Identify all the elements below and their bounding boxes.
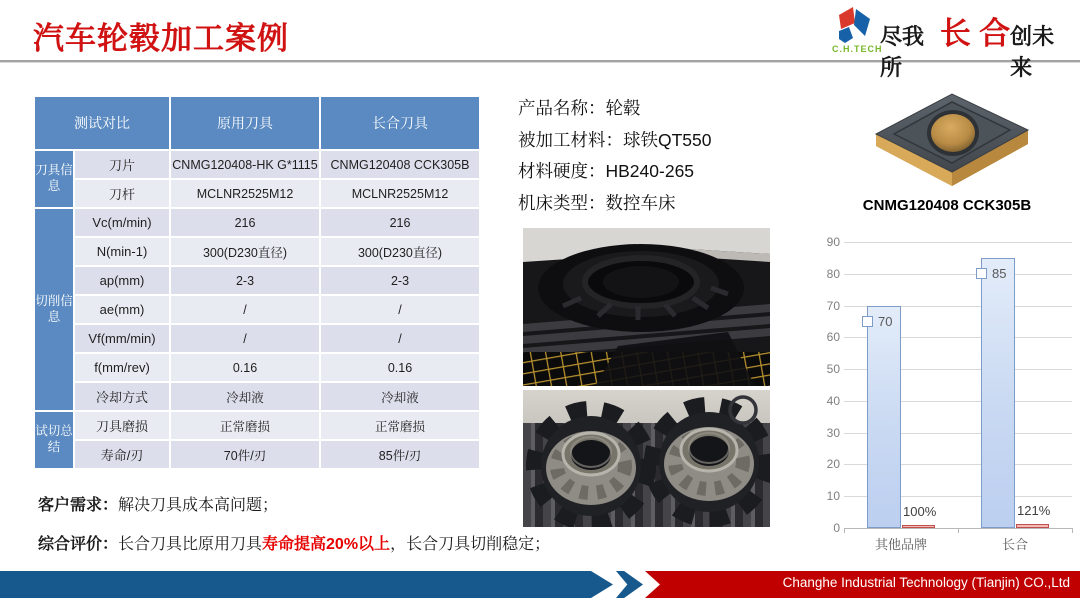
footer-blue-bar	[0, 571, 613, 598]
table-row	[35, 180, 479, 207]
chart-axis-tick	[844, 528, 845, 533]
table-cell: 寿命/刃	[75, 441, 169, 468]
table-cell: 85件/刃	[321, 441, 479, 468]
info-line: 产品名称：轮毂	[518, 98, 641, 118]
table-cell: 正常磨损	[171, 412, 319, 439]
table-cell: 0.16	[171, 354, 319, 381]
chart-percent-label: 100%	[903, 503, 937, 519]
table-cell: /	[321, 325, 479, 352]
insert-product-image	[860, 86, 1040, 192]
note-text: ，长合刀具切削稳定；	[390, 536, 551, 553]
table-row	[35, 267, 479, 294]
table-cell: 216	[171, 209, 319, 236]
comparison-table	[33, 95, 481, 470]
table-cell: 70件/刃	[171, 441, 319, 468]
table-cell: CNMG120408-HK G*1115	[171, 151, 319, 178]
table-row	[35, 325, 479, 352]
info-line: 机床类型：数控车床	[518, 192, 676, 213]
table-header-row	[35, 97, 479, 149]
chart-bar-label: 70	[862, 314, 892, 329]
chart-gridline	[844, 242, 1072, 243]
table-row	[35, 238, 479, 265]
table-row	[35, 412, 479, 439]
table-row	[35, 383, 479, 410]
table-header: 长合刀具	[321, 97, 479, 149]
slogan-part: 创未来	[1010, 24, 1055, 80]
table-group-label: 切削信息	[35, 209, 73, 410]
chart-ytick-label: 20	[826, 457, 840, 472]
info-line: 材料硬度：HB240-265	[518, 161, 695, 181]
customer-need-note	[38, 492, 278, 515]
table-cell: 300(D230直径)	[171, 238, 319, 265]
table-header: 原用刀具	[171, 97, 319, 149]
table-cell: Vf(mm/min)	[75, 325, 169, 352]
insert-caption: CNMG120408 CCK305B	[862, 197, 1032, 214]
table-cell: /	[321, 296, 479, 323]
footer-company: Changhe Industrial Technology (Tianjin) CO.,Ltd	[782, 575, 1070, 590]
chart-bar-label: 85	[976, 266, 1006, 281]
note-label: 综合评价：	[38, 536, 119, 553]
table-cell: /	[171, 325, 319, 352]
table-cell: 2-3	[171, 267, 319, 294]
table-cell: N(min-1)	[75, 238, 169, 265]
footer-chevron-icon	[616, 571, 643, 598]
table-row	[35, 209, 479, 236]
slogan-part-highlight: 合	[979, 16, 1011, 51]
table-cell: 0.16	[321, 354, 479, 381]
note-text: 长合刀具比原用刀具	[118, 536, 263, 553]
note-text: 解决刀具成本高问题；	[118, 497, 279, 514]
table-cell: ap(mm)	[75, 267, 169, 294]
table-cell: MCLNR2525M12	[321, 180, 479, 207]
chart-ytick-label: 50	[826, 362, 840, 377]
table-cell: 刀具磨损	[75, 412, 169, 439]
chart-ytick-label: 10	[826, 489, 840, 504]
slogan-part: 尽我所	[880, 24, 925, 80]
label-key-icon	[862, 316, 873, 327]
table-row	[35, 151, 479, 178]
chart-category-label: 长合	[1001, 537, 1028, 552]
brand-name: C.H.TECH	[832, 44, 883, 54]
wheel-hub-photo	[523, 390, 770, 527]
info-line: 被加工材料：球铁QT550	[518, 129, 712, 150]
slogan	[880, 8, 1070, 80]
table-cell: 刀杆	[75, 180, 169, 207]
table-cell: 300(D230直径)	[321, 238, 479, 265]
table-cell: Vc(m/min)	[75, 209, 169, 236]
table-row	[35, 441, 479, 468]
label-key-icon	[976, 268, 987, 279]
table-cell: MCLNR2525M12	[171, 180, 319, 207]
note-highlight: 寿命提高20%以上	[262, 536, 391, 553]
table-cell: 刀片	[75, 151, 169, 178]
table-header: 测试对比	[35, 97, 169, 149]
table-cell: ae(mm)	[75, 296, 169, 323]
table-cell: 正常磨损	[321, 412, 479, 439]
chart-axis-tick	[1072, 528, 1073, 533]
chart-ytick-label: 40	[826, 393, 840, 408]
footer	[0, 571, 1080, 598]
chart-gridline	[844, 274, 1072, 275]
chart-ytick-label: 80	[826, 266, 840, 281]
product-info	[518, 93, 818, 219]
company-logo-icon	[836, 6, 872, 44]
chart-percent-label: 121%	[1017, 503, 1051, 519]
table-cell: 冷却液	[321, 383, 479, 410]
table-cell: 2-3	[321, 267, 479, 294]
chart-category-label: 其他品牌	[874, 537, 927, 552]
table-cell: 冷却液	[171, 383, 319, 410]
table-group-label: 刀具信息	[35, 151, 73, 207]
life-chart	[814, 232, 1078, 554]
table-cell: f(mm/rev)	[75, 354, 169, 381]
chart-ytick-label: 30	[826, 425, 840, 440]
evaluation-note	[38, 531, 550, 554]
table-cell: /	[171, 296, 319, 323]
table-cell: CNMG120408 CCK305B	[321, 151, 479, 178]
table-group-label: 试切总结	[35, 412, 73, 468]
machining-photo	[523, 228, 770, 386]
note-label: 客户需求：	[38, 497, 119, 514]
table-cell: 冷却方式	[75, 383, 169, 410]
chart-ytick-label: 90	[826, 235, 840, 249]
table-row	[35, 354, 479, 381]
chart-ytick-label: 0	[833, 521, 840, 535]
chart-ytick-label: 60	[826, 330, 840, 345]
chart-axis-tick	[958, 528, 959, 533]
table-row	[35, 296, 479, 323]
chart-bar-life	[867, 306, 901, 528]
table-cell: 216	[321, 209, 479, 236]
chart-ytick-label: 70	[826, 298, 840, 313]
page-title: 汽车轮毂加工案例	[33, 21, 289, 56]
chart-bar-life	[981, 258, 1015, 528]
slogan-part-highlight: 长	[939, 16, 971, 51]
